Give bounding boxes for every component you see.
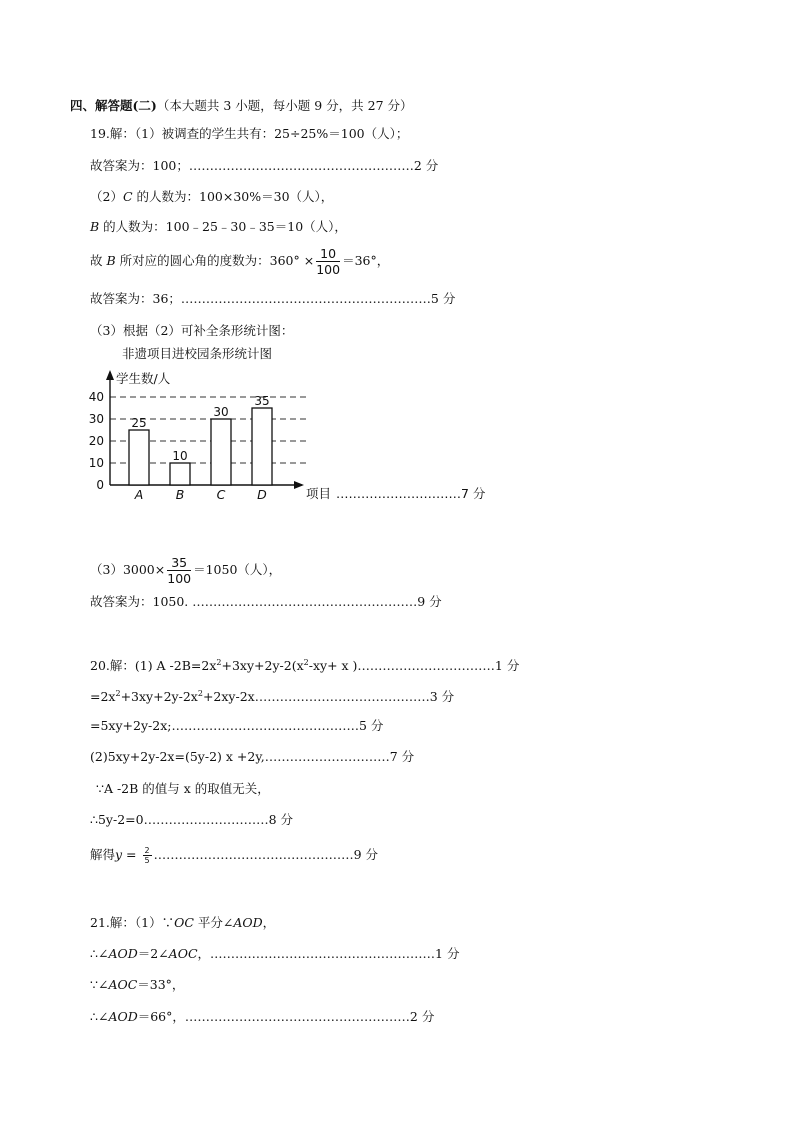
chart-y-tick-40: 40 xyxy=(88,390,104,404)
q20-line-1 xyxy=(90,655,519,674)
section-title: 四、解答题(二) xyxy=(70,98,157,113)
q19-line-8 xyxy=(90,552,281,588)
q21-line-1-d: AOD xyxy=(233,915,263,930)
q19-fraction-2-den: 100 xyxy=(167,571,192,586)
q19-line-4-var: B xyxy=(90,219,100,234)
q19-line-6: 故答案为：36；……………………………………………………5 分 xyxy=(90,291,456,306)
chart-y-tick-10: 10 xyxy=(88,456,104,470)
q21-line-2-d: AOC xyxy=(168,946,198,961)
chart-data-label-D: 35 xyxy=(254,394,270,408)
chart-bar-B xyxy=(170,463,190,485)
q21-line-4-a: ∴∠ xyxy=(90,1009,109,1024)
q19-fraction-1-den: 100 xyxy=(316,262,341,277)
q21-line-3 xyxy=(90,977,184,993)
q21-line-3-c: ＝33°， xyxy=(137,977,185,992)
q21-line-2-c: ＝2∠ xyxy=(137,946,169,961)
q21-line-4-c: ＝66°，………………………………………………2 分 xyxy=(137,1009,435,1024)
q19-line-3 xyxy=(90,189,333,205)
q20-fraction xyxy=(143,846,152,865)
q19-line-5 xyxy=(90,244,389,278)
q20-line-7-a: 解得 xyxy=(90,847,116,862)
q19-fraction-1 xyxy=(316,246,340,277)
q20-sup-1: 2 xyxy=(216,658,222,667)
chart-x-tick-C: C xyxy=(216,487,226,502)
chart-data-label-C: 30 xyxy=(213,405,229,419)
q21-line-3-b: AOC xyxy=(108,977,138,992)
chart-y-tick-30: 30 xyxy=(88,412,104,426)
q19-line-3-var: C xyxy=(122,189,133,204)
chart-bar-C xyxy=(211,419,231,485)
q21-line-1-b: OC xyxy=(174,915,194,930)
q19-line-5-var: B xyxy=(106,253,116,268)
q20-line-3: =5xy+2y-2x;………………………………………5 分 xyxy=(90,718,384,733)
q20-line-6: ∴5y-2=0…………………………8 分 xyxy=(90,812,293,827)
q21-line-2-b: AOD xyxy=(108,946,138,961)
chart-score-suffix: …………………………7 分 xyxy=(336,486,486,501)
q19-line-5-c: 所对应的圆心角的度数为：360° × xyxy=(115,253,315,268)
q19-line-3-a: （2） xyxy=(90,189,123,204)
chart-data-label-B: 10 xyxy=(172,449,188,463)
chart-x-axis-arrow xyxy=(294,481,304,489)
q21-line-1-c: 平分∠ xyxy=(193,915,234,930)
q20-sup-4: 2 xyxy=(197,689,203,698)
q20-line-2-b: +3xy+2y-2x xyxy=(120,689,198,704)
q20-sup-2: 2 xyxy=(303,658,309,667)
q21-line-2-a: ∴∠ xyxy=(90,946,109,961)
q20-fraction-num: 2 xyxy=(144,846,150,855)
q20-line-1-c: -xy+ x )……………………………1 分 xyxy=(308,658,520,673)
q19-fraction-2 xyxy=(167,555,191,586)
bar-chart xyxy=(86,342,586,512)
chart-y-tick-0: 0 xyxy=(96,478,104,492)
chart-title: 非遗项目进校园条形统计图 xyxy=(122,346,273,361)
q19-fraction-2-num: 35 xyxy=(167,555,191,571)
q19-line-2: 故答案为：100；………………………………………………2 分 xyxy=(90,158,439,173)
q20-line-7 xyxy=(90,838,378,872)
q20-sup-3: 2 xyxy=(115,689,121,698)
q19-line-5-d: ＝36°， xyxy=(342,253,390,268)
chart-y-tick-20: 20 xyxy=(88,434,104,448)
q21-line-4 xyxy=(90,1009,434,1025)
q19-line-3-c: 的人数为：100×30%＝30（人）， xyxy=(132,189,334,204)
chart-x-axis-label: 项目 xyxy=(306,486,332,501)
q20-line-7-c: …………………………………………9 分 xyxy=(153,847,379,862)
chart-x-tick-B: B xyxy=(175,487,185,502)
section-heading xyxy=(70,98,413,114)
q20-line-2 xyxy=(90,686,454,705)
chart-bar-D xyxy=(252,408,272,485)
q21-line-3-a: ∵∠ xyxy=(90,977,109,992)
chart-y-axis-arrow xyxy=(106,370,114,380)
q19-fraction-1-num: 10 xyxy=(316,246,340,262)
q19-line-7: （3）根据（2）可补全条形统计图： xyxy=(90,323,294,338)
q19-line-8-a: （3）3000× xyxy=(90,562,166,577)
q20-line-1-a: 20.解：(1) A -2B=2x xyxy=(90,658,217,673)
q20-line-5: ∵A -2B 的值与 x 的取值无关， xyxy=(96,781,270,796)
q19-line-9: 故答案为：1050. ………………………………………………9 分 xyxy=(90,594,442,609)
q21-line-2-e: ，………………………………………………1 分 xyxy=(197,946,460,961)
q19-line-5-a: 故 xyxy=(90,253,107,268)
q21-line-2 xyxy=(90,946,459,962)
q19-line-4 xyxy=(90,219,347,235)
q19-line-4-b: 的人数为：100﹣25﹣30﹣35＝10（人）， xyxy=(99,219,347,234)
q19-line-1: 19.解：（1）被调查的学生共有：25÷25%＝100（人）； xyxy=(90,126,409,141)
chart-data-label-A: 25 xyxy=(131,416,147,430)
q21-line-1-a: 21.解：（1）∵ xyxy=(90,915,175,930)
chart-y-axis-label: 学生数/人 xyxy=(116,371,171,386)
section-note: （本大题共 3 小题，每小题 9 分，共 27 分） xyxy=(156,98,413,113)
q21-line-4-b: AOD xyxy=(108,1009,138,1024)
q20-line-7-var: y = xyxy=(115,847,141,862)
q19-line-8-b: ＝1050（人）， xyxy=(193,562,282,577)
q21-line-1-e: ， xyxy=(262,915,276,930)
chart-x-tick-A: A xyxy=(134,487,144,502)
q20-line-4: (2)5xy+2y-2x=(5y-2) x +2y,…………………………7 分 xyxy=(90,749,415,764)
chart-x-tick-D: D xyxy=(257,487,267,502)
q21-line-1 xyxy=(90,915,275,931)
q20-fraction-den: 5 xyxy=(144,856,150,865)
q20-line-2-a: =2x xyxy=(90,689,116,704)
q20-line-1-b: +3xy+2y-2(x xyxy=(221,658,304,673)
chart-bar-A xyxy=(129,430,149,485)
q20-line-2-c: +2xy-2x……………………………………3 分 xyxy=(202,689,455,704)
